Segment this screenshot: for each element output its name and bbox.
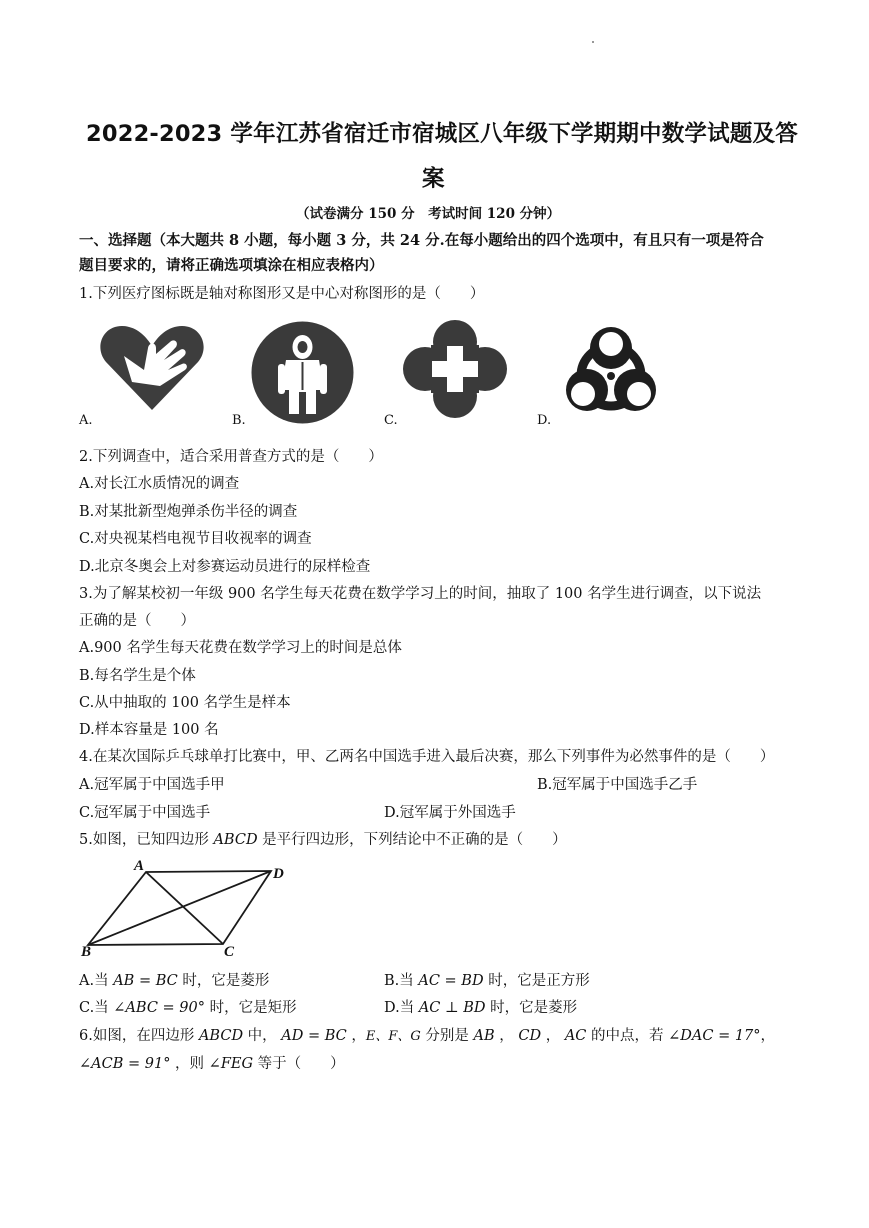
q5-label-c: C bbox=[224, 944, 235, 960]
paper-subtitle: （试卷满分 150 分 考试时间 120 分钟） bbox=[296, 206, 561, 222]
q5-parallelogram-figure bbox=[76, 856, 298, 960]
paper-title-line1: 2022-2023 学年江苏省宿迁市宿城区八年级下学期期中数学试题及答 bbox=[86, 121, 798, 147]
q3-option-d: D.样本容量是 100 名 bbox=[79, 722, 219, 738]
section-heading-line1: 一、选择题（本大题共 8 小题，每小题 3 分，共 24 分.在每小题给出的四个选项中，有且只有一项是符合 bbox=[79, 232, 764, 249]
q6-stem-line2: ∠ACB = 91° ，则 ∠FEG 等于（ ） bbox=[79, 1056, 345, 1072]
q4-option-c: C.冠军属于中国选手 bbox=[79, 805, 211, 821]
q1-icon-protective-suit bbox=[250, 320, 355, 425]
q5-option-d: D.当 AC ⊥ BD 时，它是菱形 bbox=[384, 1000, 578, 1016]
q5-option-b: B.当 AC = BD 时，它是正方形 bbox=[384, 973, 590, 989]
q3-stem-line1: 3.为了解某校初一年级 900 名学生每天花费在数学学习上的时间，抽取了 100 名学生进行调查，以下说法 bbox=[79, 586, 762, 602]
q1-label-b: B. bbox=[232, 413, 246, 428]
q1-label-a: A. bbox=[79, 413, 93, 428]
q3-stem-line2: 正确的是（ ） bbox=[79, 613, 195, 629]
scan-speck bbox=[592, 41, 594, 43]
q1-stem: 1.下列医疗图标既是轴对称图形又是中心对称图形的是（ ） bbox=[79, 286, 485, 302]
section-heading-line2: 题目要求的，请将正确选项填涂在相应表格内） bbox=[79, 257, 384, 274]
q4-option-b: B.冠军属于中国选手乙手 bbox=[537, 777, 698, 793]
q4-stem: 4.在某次国际乒乓球单打比赛中，甲、乙两名中国选手进入最后决赛，那么下列事件为必然事件的是（ ） bbox=[79, 749, 775, 765]
q1-icon-heart-hand bbox=[98, 320, 206, 415]
q2-option-a: A.对长江水质情况的调查 bbox=[79, 476, 240, 492]
q4-option-d: D.冠军属于外国选手 bbox=[384, 805, 516, 821]
q5-label-d: D bbox=[273, 866, 284, 882]
q1-label-c: C. bbox=[384, 413, 398, 428]
q5-label-a: A bbox=[134, 858, 145, 874]
q5-stem: 5.如图，已知四边形 ABCD 是平行四边形，下列结论中不正确的是（ ） bbox=[79, 832, 567, 848]
q1-label-d: D. bbox=[537, 413, 552, 428]
paper-title-line2: 案 bbox=[422, 166, 445, 192]
q3-option-b: B.每名学生是个体 bbox=[79, 668, 196, 684]
q1-icon-medical-cross bbox=[401, 320, 509, 418]
q5-option-c: C.当 ∠ABC = 90° 时，它是矩形 bbox=[79, 1000, 297, 1016]
q3-option-c: C.从中抽取的 100 名学生是样本 bbox=[79, 695, 291, 711]
q2-stem: 2.下列调查中，适合采用普查方式的是（ ） bbox=[79, 449, 383, 465]
q5-option-a: A.当 AB = BC 时，它是菱形 bbox=[79, 973, 270, 989]
q4-option-a: A.冠军属于中国选手甲 bbox=[79, 777, 225, 793]
q2-option-c: C.对央视某档电视节目收视率的调查 bbox=[79, 531, 312, 547]
q6-stem-line1: 6.如图，在四边形 ABCD 中， AD = BC ，E、F、G 分别是 AB ， CD ， AC 的中点，若 ∠DAC = 17°， bbox=[79, 1028, 776, 1044]
q5-label-b: B bbox=[81, 944, 92, 960]
q3-option-a: A.900 名学生每天花费在数学学习上的时间是总体 bbox=[79, 640, 402, 656]
q2-option-d: D.北京冬奥会上对参赛运动员进行的尿样检查 bbox=[79, 559, 371, 575]
q2-option-b: B.对某批新型炮弹杀伤半径的调查 bbox=[79, 504, 298, 520]
q1-icon-biohazard bbox=[556, 322, 666, 422]
